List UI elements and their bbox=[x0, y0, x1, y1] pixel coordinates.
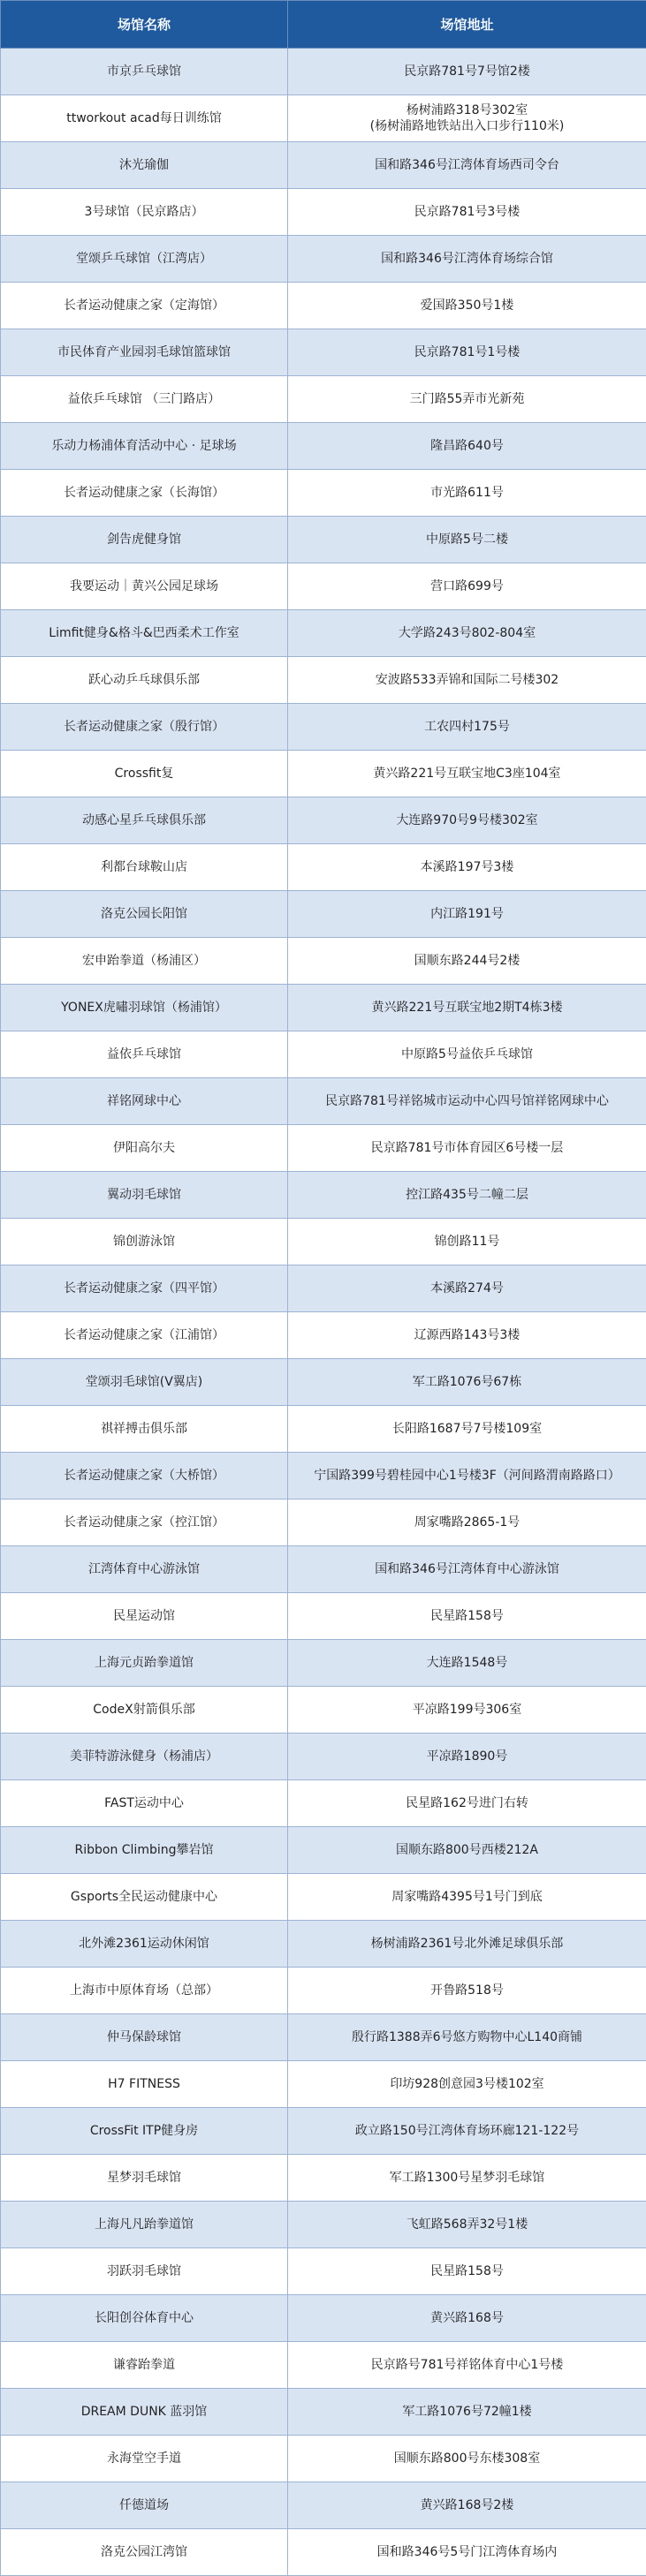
venue-address-cell: 平凉路199号306室 bbox=[288, 1687, 646, 1734]
venue-name-cell: 益依乒乓球馆 bbox=[1, 1031, 288, 1078]
venue-name-cell: 洛克公园江湾馆 bbox=[1, 2529, 288, 2576]
venue-address-cell: 辽源西路143号3楼 bbox=[288, 1312, 646, 1359]
venue-address-cell: 民京路781号祥铭城市运动中心四号馆祥铭网球中心 bbox=[288, 1078, 646, 1125]
table-row bbox=[1, 1593, 646, 1640]
venue-name-cell: 仟德道场 bbox=[1, 2482, 288, 2529]
venue-address-cell: 杨树浦路318号302室 (杨树浦路地铁站出入口步行110米) bbox=[288, 95, 646, 142]
venue-address-cell: 平凉路1890号 bbox=[288, 1734, 646, 1780]
table-row bbox=[1, 517, 646, 563]
table-row bbox=[1, 2108, 646, 2155]
venue-address-cell: 长阳路1687号7号楼109室 bbox=[288, 1406, 646, 1453]
venue-name-cell: 祺祥搏击俱乐部 bbox=[1, 1406, 288, 1453]
table-row bbox=[1, 1219, 646, 1265]
venue-address-cell: 民京路781号7号馆2楼 bbox=[288, 49, 646, 95]
column-header-venue-address: 场馆地址 bbox=[288, 1, 646, 49]
table-row bbox=[1, 1172, 646, 1219]
venue-name-cell: 上海元贞跆拳道馆 bbox=[1, 1640, 288, 1687]
table-row bbox=[1, 236, 646, 283]
venue-address-cell: 国顺东路800号西楼212A bbox=[288, 1827, 646, 1874]
venue-address-cell: 黄兴路168号 bbox=[288, 2295, 646, 2342]
table-row bbox=[1, 1312, 646, 1359]
venue-name-cell: 堂颂乒乓球馆（江湾店） bbox=[1, 236, 288, 283]
venue-name-cell: 锦创游泳馆 bbox=[1, 1219, 288, 1265]
venue-address-cell: 大连路970号9号楼302室 bbox=[288, 797, 646, 844]
venue-address-cell: 隆昌路640号 bbox=[288, 423, 646, 470]
table-row bbox=[1, 563, 646, 610]
venue-name-cell: 乐动力杨浦体育活动中心 · 足球场 bbox=[1, 423, 288, 470]
venue-address-cell: 军工路1076号67栋 bbox=[288, 1359, 646, 1406]
venue-address-cell: 中原路5号益依乒乓球馆 bbox=[288, 1031, 646, 1078]
venue-address-cell: 控江路435号二幢二层 bbox=[288, 1172, 646, 1219]
table-row bbox=[1, 2248, 646, 2295]
venue-name-cell: YONEX虎嘯羽球馆（杨浦馆） bbox=[1, 985, 288, 1031]
table-body bbox=[1, 49, 646, 2576]
venue-name-cell: ttworkout acad每日训练馆 bbox=[1, 95, 288, 142]
venue-address-cell: 国和路346号5号门江湾体育场内 bbox=[288, 2529, 646, 2576]
table-row bbox=[1, 2295, 646, 2342]
table-row bbox=[1, 1031, 646, 1078]
venue-address-cell: 营口路699号 bbox=[288, 563, 646, 610]
table-row bbox=[1, 470, 646, 517]
column-header-venue-name: 场馆名称 bbox=[1, 1, 288, 49]
venue-name-cell: 美菲特游泳健身（杨浦店） bbox=[1, 1734, 288, 1780]
venue-name-cell: DREAM DUNK 蓝羽馆 bbox=[1, 2389, 288, 2436]
table-row bbox=[1, 2202, 646, 2248]
venue-address-cell: 工农四村175号 bbox=[288, 704, 646, 751]
table-row bbox=[1, 2014, 646, 2061]
venue-name-cell: 长者运动健康之家（江浦馆） bbox=[1, 1312, 288, 1359]
venue-name-cell: 堂颂羽毛球馆(V翼店) bbox=[1, 1359, 288, 1406]
venue-name-cell: 洛克公园长阳馆 bbox=[1, 891, 288, 938]
venue-name-cell: 长者运动健康之家（控江馆） bbox=[1, 1500, 288, 1546]
table-row bbox=[1, 142, 646, 189]
venue-name-cell: 3号球馆（民京路店） bbox=[1, 189, 288, 236]
venue-address-cell: 民京路781号3号楼 bbox=[288, 189, 646, 236]
table-row bbox=[1, 891, 646, 938]
venue-name-cell: 动感心星乒乓球俱乐部 bbox=[1, 797, 288, 844]
table-row bbox=[1, 1968, 646, 2014]
venue-name-cell: Ribbon Climbing攀岩馆 bbox=[1, 1827, 288, 1874]
table-row bbox=[1, 1734, 646, 1780]
venue-name-cell: 长者运动健康之家（殷行馆） bbox=[1, 704, 288, 751]
table-row bbox=[1, 1546, 646, 1593]
table-row bbox=[1, 844, 646, 891]
venue-address-cell: 周家嘴路4395号1号门到底 bbox=[288, 1874, 646, 1921]
table-row bbox=[1, 1125, 646, 1172]
venue-name-cell: FAST运动中心 bbox=[1, 1780, 288, 1827]
table-row bbox=[1, 2482, 646, 2529]
venue-name-cell: 伊阳高尔夫 bbox=[1, 1125, 288, 1172]
venue-name-cell: 市京乒乓球馆 bbox=[1, 49, 288, 95]
venue-address-cell: 黄兴路221号互联宝地C3座104室 bbox=[288, 751, 646, 797]
table-row bbox=[1, 1453, 646, 1500]
venue-name-cell: Crossfit复 bbox=[1, 751, 288, 797]
table-row bbox=[1, 1265, 646, 1312]
table-row bbox=[1, 1827, 646, 1874]
venue-name-cell: 北外滩2361运动休闲馆 bbox=[1, 1921, 288, 1968]
venue-address-cell: 本溪路274号 bbox=[288, 1265, 646, 1312]
table-row bbox=[1, 2342, 646, 2389]
table-row bbox=[1, 704, 646, 751]
venue-name-cell: 上海凡凡跆拳道馆 bbox=[1, 2202, 288, 2248]
venue-address-cell: 黄兴路168号2楼 bbox=[288, 2482, 646, 2529]
venue-address-cell: 开鲁路518号 bbox=[288, 1968, 646, 2014]
table-row bbox=[1, 1359, 646, 1406]
venue-address-cell: 国顺东路244号2楼 bbox=[288, 938, 646, 985]
venue-name-cell: 长阳创谷体育中心 bbox=[1, 2295, 288, 2342]
venue-address-cell: 民星路158号 bbox=[288, 2248, 646, 2295]
venue-address-cell: 杨树浦路2361号北外滩足球俱乐部 bbox=[288, 1921, 646, 1968]
venue-name-cell: 我要运动｜黄兴公园足球场 bbox=[1, 563, 288, 610]
venue-address-cell: 军工路1300号星梦羽毛球馆 bbox=[288, 2155, 646, 2202]
venue-name-cell: CrossFit ITP健身房 bbox=[1, 2108, 288, 2155]
table-row bbox=[1, 2155, 646, 2202]
venue-address-cell: 国和路346号江湾体育场西司令台 bbox=[288, 142, 646, 189]
venue-address-cell: 市光路611号 bbox=[288, 470, 646, 517]
table-row bbox=[1, 2389, 646, 2436]
table-row bbox=[1, 657, 646, 704]
table-row bbox=[1, 751, 646, 797]
table-row bbox=[1, 189, 646, 236]
venue-address-cell: 锦创路11号 bbox=[288, 1219, 646, 1265]
table-header bbox=[1, 1, 646, 49]
venue-address-cell: 印坊928创意园3号楼102室 bbox=[288, 2061, 646, 2108]
venue-address-cell: 周家嘴路2865-1号 bbox=[288, 1500, 646, 1546]
venue-name-cell: 剑告虎健身馆 bbox=[1, 517, 288, 563]
table-row bbox=[1, 797, 646, 844]
venue-address-cell: 民京路781号1号楼 bbox=[288, 329, 646, 376]
venue-address-cell: 民京路781号市体育园区6号楼一层 bbox=[288, 1125, 646, 1172]
venue-address-cell: 政立路150号江湾体育场环廊121-122号 bbox=[288, 2108, 646, 2155]
table-row bbox=[1, 985, 646, 1031]
venue-address-cell: 军工路1076号72幢1楼 bbox=[288, 2389, 646, 2436]
venue-name-cell: 永海堂空手道 bbox=[1, 2436, 288, 2482]
table-row bbox=[1, 2436, 646, 2482]
table-row bbox=[1, 329, 646, 376]
venue-name-cell: Gsports全民运动健康中心 bbox=[1, 1874, 288, 1921]
venue-address-cell: 国顺东路800号东楼308室 bbox=[288, 2436, 646, 2482]
venue-name-cell: 市民体育产业园羽毛球馆篮球馆 bbox=[1, 329, 288, 376]
venue-address-cell: 国和路346号江湾体育中心游泳馆 bbox=[288, 1546, 646, 1593]
table-row bbox=[1, 2061, 646, 2108]
venue-name-cell: H7 FITNESS bbox=[1, 2061, 288, 2108]
table-row bbox=[1, 2529, 646, 2576]
venue-name-cell: 长者运动健康之家（四平馆） bbox=[1, 1265, 288, 1312]
table-row bbox=[1, 283, 646, 329]
table-row bbox=[1, 1687, 646, 1734]
venue-name-cell: 利都台球鞍山店 bbox=[1, 844, 288, 891]
venue-address-cell: 中原路5号二楼 bbox=[288, 517, 646, 563]
venue-name-cell: 上海市中原体育场（总部） bbox=[1, 1968, 288, 2014]
venue-name-cell: 长者运动健康之家（大桥馆） bbox=[1, 1453, 288, 1500]
venue-address-cell: 国和路346号江湾体育场综合馆 bbox=[288, 236, 646, 283]
table-row bbox=[1, 1500, 646, 1546]
venue-address-cell: 大学路243号802-804室 bbox=[288, 610, 646, 657]
table-row bbox=[1, 95, 646, 142]
venue-address-cell: 殷行路1388弄6号悠方购物中心L140商铺 bbox=[288, 2014, 646, 2061]
venue-name-cell: CodeX射箭俱乐部 bbox=[1, 1687, 288, 1734]
venue-address-cell: 飞虹路568弄32号1楼 bbox=[288, 2202, 646, 2248]
venue-name-cell: 长者运动健康之家（定海馆） bbox=[1, 283, 288, 329]
venue-name-cell: 仲马保龄球馆 bbox=[1, 2014, 288, 2061]
header-row bbox=[1, 1, 646, 49]
table-row bbox=[1, 1874, 646, 1921]
venue-address-cell: 大连路1548号 bbox=[288, 1640, 646, 1687]
venue-name-cell: 翼动羽毛球馆 bbox=[1, 1172, 288, 1219]
venue-name-cell: 益依乒乓球馆 （三门路店） bbox=[1, 376, 288, 423]
venue-name-cell: 谦睿跆拳道 bbox=[1, 2342, 288, 2389]
table-row bbox=[1, 1406, 646, 1453]
venue-name-cell: 跃心动乒乓球俱乐部 bbox=[1, 657, 288, 704]
venue-name-cell: 沐光瑜伽 bbox=[1, 142, 288, 189]
venue-address-cell: 黄兴路221号互联宝地2期T4栋3楼 bbox=[288, 985, 646, 1031]
table-row bbox=[1, 1078, 646, 1125]
table-row bbox=[1, 1780, 646, 1827]
venue-address-cell: 民星路158号 bbox=[288, 1593, 646, 1640]
venue-address-cell: 民京路号781号祥铭体育中心1号楼 bbox=[288, 2342, 646, 2389]
table-row bbox=[1, 1921, 646, 1968]
venue-name-cell: 羽跃羽毛球馆 bbox=[1, 2248, 288, 2295]
venue-address-cell: 内江路191号 bbox=[288, 891, 646, 938]
venue-name-cell: 江湾体育中心游泳馆 bbox=[1, 1546, 288, 1593]
table-row bbox=[1, 610, 646, 657]
venue-name-cell: Limfit健身&格斗&巴西柔术工作室 bbox=[1, 610, 288, 657]
table-row bbox=[1, 423, 646, 470]
venue-name-cell: 宏申跆拳道（杨浦区） bbox=[1, 938, 288, 985]
venue-address-cell: 民星路162号进门右转 bbox=[288, 1780, 646, 1827]
venue-address-cell: 安波路533弄锦和国际二号楼302 bbox=[288, 657, 646, 704]
table-row bbox=[1, 938, 646, 985]
venue-name-cell: 祥铭网球中心 bbox=[1, 1078, 288, 1125]
venue-name-cell: 民星运动馆 bbox=[1, 1593, 288, 1640]
venue-address-cell: 宁国路399号碧桂园中心1号楼3F（河间路渭南路路口） bbox=[288, 1453, 646, 1500]
table-row bbox=[1, 1640, 646, 1687]
venue-address-cell: 本溪路197号3楼 bbox=[288, 844, 646, 891]
venue-name-cell: 长者运动健康之家（长海馆） bbox=[1, 470, 288, 517]
venue-address-cell: 三门路55弄市光新苑 bbox=[288, 376, 646, 423]
venue-name-cell: 星梦羽毛球馆 bbox=[1, 2155, 288, 2202]
table-row bbox=[1, 49, 646, 95]
table-row bbox=[1, 376, 646, 423]
venue-address-cell: 爱国路350号1楼 bbox=[288, 283, 646, 329]
